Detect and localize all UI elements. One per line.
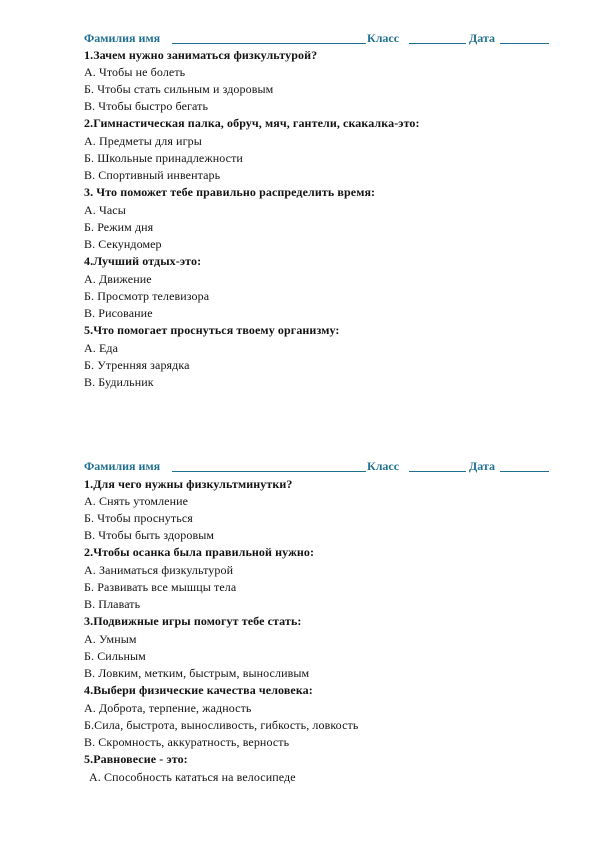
answer-option: Б. Школьные принадлежности [84, 151, 243, 165]
answer-option: В. Спортивный инвентарь [84, 168, 221, 182]
question-text: 4.Лучший отдых-это: [84, 254, 202, 268]
date-field[interactable] [500, 43, 549, 44]
class-field[interactable] [409, 471, 466, 472]
class-field[interactable] [409, 43, 466, 44]
student-info-header-1 [84, 31, 549, 45]
answer-option: В. Скромность, аккуратность, верность [84, 735, 290, 749]
answer-option: Б. Сильным [84, 649, 146, 663]
question-text: 1.Зачем нужно заниматься физкультурой? [84, 48, 318, 62]
question-text: 4.Выбери физические качества человека: [84, 683, 313, 697]
answer-option: В. Ловким, метким, быстрым, выносливым [84, 666, 310, 680]
class-label: Класс [367, 459, 400, 473]
surname-name-field[interactable] [172, 471, 366, 472]
answer-option: Б.Сила, быстрота, выносливость, гибкость, ловкость [84, 718, 359, 732]
answer-option: А. Умным [84, 632, 137, 646]
question-text: 5.Равновесие - это: [84, 752, 188, 766]
answer-option: В. Чтобы быть здоровым [84, 528, 215, 542]
answer-option: А. Предметы для игры [84, 134, 202, 148]
answer-option: Б. Просмотр телевизора [84, 289, 210, 303]
answer-option: А. Еда [84, 341, 119, 355]
answer-option: Б. Режим дня [84, 220, 154, 234]
date-label: Дата [469, 31, 495, 45]
surname-name-label: Фамилия имя [84, 31, 161, 45]
answer-option: В. Секундомер [84, 237, 162, 251]
answer-option: В. Чтобы быстро бегать [84, 99, 209, 113]
student-info-header-2 [84, 459, 549, 473]
answer-option: А. Доброта, терпение, жадность [84, 701, 252, 715]
question-text: 3.Подвижные игры помогут тебе стать: [84, 614, 302, 628]
answer-option: В. Рисование [84, 306, 153, 320]
answer-option: Б. Чтобы стать сильным и здоровым [84, 82, 274, 96]
answer-option: А. Способность кататься на велосипеде [89, 770, 296, 784]
class-label: Класс [367, 31, 400, 45]
answer-option: Б. Развивать все мышцы тела [84, 580, 237, 594]
surname-name-field[interactable] [172, 43, 366, 44]
answer-option: В. Плавать [84, 597, 141, 611]
date-label: Дата [469, 459, 495, 473]
answer-option: Б. Утренняя зарядка [84, 358, 190, 372]
answer-option: Б. Чтобы проснуться [84, 511, 193, 525]
answer-option: А. Движение [84, 272, 152, 286]
answer-option: А. Чтобы не болеть [84, 65, 186, 79]
question-text: 2.Гимнастическая палка, обруч, мяч, гантели, скакалка-это: [84, 116, 420, 130]
surname-name-label: Фамилия имя [84, 459, 161, 473]
question-text: 5.Что помогает проснуться твоему организму: [84, 323, 340, 337]
answer-option: А. Часы [84, 203, 126, 217]
question-text: 3. Что поможет тебе правильно распределить время: [84, 185, 376, 199]
question-text: 2.Чтобы осанка была правильной нужно: [84, 545, 315, 559]
answer-option: А. Снять утомление [84, 494, 189, 508]
date-field[interactable] [500, 471, 549, 472]
answer-option: В. Будильник [84, 375, 154, 389]
answer-option: А. Заниматься физкультурой [84, 563, 234, 577]
question-text: 1.Для чего нужны физкультминутки? [84, 477, 293, 491]
